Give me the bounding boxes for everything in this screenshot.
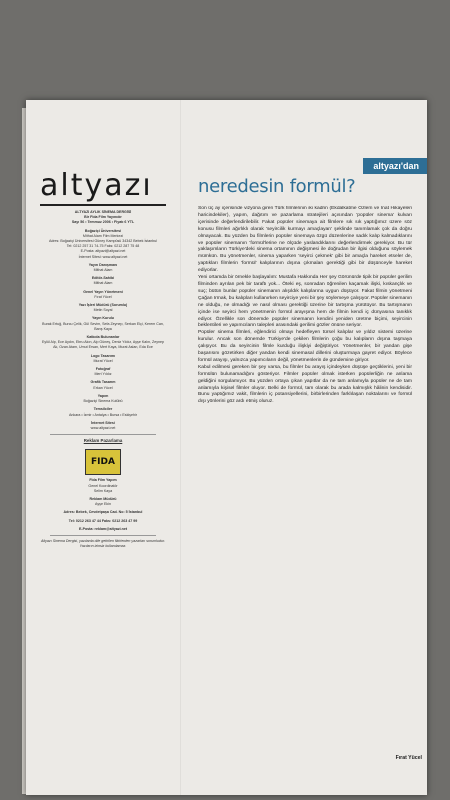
masthead-credits — [40, 229, 166, 432]
article-title: neredesin formül? — [198, 176, 356, 197]
ad-contact-line: Reklam Müdürü Ayşe Ekin — [89, 496, 117, 507]
ad-contact-line: Fida Film Yapım Genel Koordinatör Selim Kaya — [88, 478, 118, 493]
masthead-credit-block: Logo Tasarımı Murat Yücel — [90, 353, 116, 363]
fida-logo: FIDA — [85, 449, 121, 475]
masthead-credit-block: Genel Yayın Yönetmeni Fırat Yücel — [83, 289, 123, 299]
ad-contact-line: E-Posta: reklam@altyazi.net — [78, 526, 128, 531]
masthead-column — [40, 170, 166, 775]
ad-section-title: Reklam Pazarlama — [83, 438, 123, 444]
publisher-info — [40, 210, 166, 226]
divider — [50, 535, 156, 536]
masthead-credit-block: Temsilciler Ankara • İzmir • Antalya • Bursa • Eskişehir — [69, 407, 137, 417]
footer-note: Altyazı Sinema Dergisi, yazılarda dile getirilen fikirlerden yazarları sorumludur. Yazıların izinsiz kullanılamaz. — [40, 538, 166, 549]
ad-contact — [40, 478, 166, 532]
magazine-logo: altyazı — [40, 168, 153, 203]
masthead-credit-block: Yazı İşleri Müdürü (Sorumlu) Metin Soyal — [78, 303, 128, 313]
masthead-credit-block: Grafik Tasarım Erkan Yücel — [90, 380, 116, 390]
publisher-line: ALTYAZI AYLIK SİNEMA DERGİSİ — [74, 210, 132, 214]
article-body — [198, 206, 412, 746]
masthead-credit-block: Yayın Kurulu Burak Ertuğ, Burcu Çelik, Gül Sevim, Sefa Zeynep, Serkan Elçi, Kerem Can, Barış Kaya — [42, 316, 164, 331]
masthead-credit-block: Fotoğraf Mert Yıldız — [94, 367, 112, 377]
masthead-credit-block: Yayın Danışmanı Mithat Alam — [88, 262, 118, 273]
article-author: Fırat Yücel — [395, 755, 422, 761]
magazine-page — [26, 100, 427, 795]
publisher-line: Sayı 56 • Temmuz 2006 • Fiyatı 6 YTL — [71, 220, 135, 225]
article-paragraph: Popüler sinema filmleri, eğlendirici olmayı hedefleyen türsel kalıplar ve yıldız sistemi üzerine kurulur. Ancak son dönemde Türkiye'de çekilen filmlerin çoğu bu kalıpların dışına taşmaya çalışıyor. Bu da seyircinin filmle kurduğu ilişkiyi değiştiriyor. Yönetmenler, bir yandan gişe başarısını gözetirken diğer yandan kendi sinemasal dillerini oluşturmaya gayret ediyor. Böylece formül arayışı, yalnızca yapımcıların değil, yönetmenlerin de gündemine giriyor. — [198, 330, 412, 363]
ad-contact-line: Adres: Bebek, Cevdetpaşa Cad. No: 5 İstanbul — [63, 510, 143, 515]
ad-contact-line: Tel: 0212 263 47 44 Faks: 0212 263 47 99 — [68, 518, 138, 523]
publisher-line: Bir Fida Film Yayınıdır — [84, 215, 122, 220]
logo-rule — [40, 204, 166, 206]
section-badge: altyazı'dan — [363, 158, 427, 174]
article-paragraph: Son üç ay içerisinde vizyona giren Türk filmlerinin iki kadrin (Ekdalkatme Özlem ve İnat Hikayeleri haricindekiler), yapım, dağıtım ve pazarlama stratejileri açısından 'popüler sinema' kulvarı içerisinde değerlendirilebilir. Fakat popüler sinemaya ait filmlere sık sık yaptığımız üzere söz konusu filmleri ağırlıklı olarak 'seyircilik kurmayı amaçlayan' şeklinde tanımlamak çok da doğru olmayacak. Bu yüzden bu filmlerin popüler sinemaya özgü düzenlerine sadık kalıp kalmadıklarını ve popüler sinemanın 'formül'lerine ne ölçüde yaslandıklarını değerlendirmek gerekiyor. Bu tür yaklaşımların Türkiye'deki sinema ortamının değişmesi ile doğrudan bir ilgisi olduğunu söylemek mümkün. Bu yönetmenler, sinema yaparken 'seyirci çekmek' gibi bir amaçla hareket etseler de, yaptıkları filmlerin 'formül' kalıplarının dışına çıkmaları gerektiği gibi bir düşünceyle hareket ediyorlar. — [198, 206, 412, 274]
masthead-credit-block: Editör-Sahibi Mithat Alam — [91, 276, 115, 286]
divider — [50, 434, 156, 435]
masthead-credit-block: Boğaziçi Üniversitesi Mithat Alam Film Merkezi Adres: Boğaziçi Üniversitesi Güney Kampüsü 34342 Bebek İstanbul Tel: 0212 257 31 74-75 Faks: 0212 287 75 48 E-Posta: altyazi@altyazi.net İnternet Sitesi: www.altyazi.net — [48, 228, 158, 259]
masthead-credit-block: İnternet Sitesi www.altyazi.net — [90, 420, 116, 430]
article-paragraph: Yeni ortamda bir örnekle başlayalım: Mustafa Hakkında Her şey Görünürde tipik bir popüler gerilim filminden ayrılan pek bir taraftı yok... Öteki eş, sonradan öğrenilen kaçamak ilişki, kıskançlık ve suç; bütün bunlar popüler sinemanın alışıldık kalıplarına uygun düşüyor. Fakat filmin yönetmeni Çağan Irmak, bu kalıpları kullanırken seyirciye yeni bir şey söylemeye çalışıyor. Popüler sinemanın ne olduğu, ne olmadığı ve nasıl olması gerektiği üzerine bir tartışma yürütüyor. Bu tartışmanın içinde ise seyirci hem yönetmenin formül arayışına hem de filmin kendi iç dünyasına tanıklık ediyor. Özellikle son dönemde popüler sinemanın kendini yeniden üretme biçimi, seyircinin beklentileri ve yapımcıların talepleri arasındaki gerilimi gözler önüne seriyor. — [198, 275, 412, 329]
article-paragraph: Kabul edilmesi gereken bir şey varsa, bu filmler bu arayış içindeyken düşüşe geçtiklerini, yeni bir formülün bulunamadığını gösteriyor. Filmler popüler olmak isterken popülerliğin ne anlama geldiğini sorgulamıyor. Bu yüzden ortaya çıkan yapıtlar da ne tam anlamıyla popüler ne de tam anlamıyla kişisel filmler oluyor. Belki de formül, tam olarak bu arada kalmışlık hâlinin kendisidir. Bunu yaptığımız vakit, filmlerin iç potansiyellerini, birbirlerinden farklılaşan noktalarını ve formül dışı yönlerini göz ardı etmiş oluruz. — [198, 364, 412, 405]
masthead-credit-block: Katkıda Bulunanlar Eylül Alp, Ece Aydın, Ebru Akın, Alp Güneş, Deniz Yıldız, Ayşe Kalın, Zeynep Ak, Ozan Atam, Umut Ersan, Mert Kaya, Murat Aslan, Eda Ece — [41, 335, 165, 350]
column-divider — [180, 100, 181, 795]
masthead-credit-block: Yapım Boğaziçi Sinema Kulübü — [83, 393, 123, 404]
